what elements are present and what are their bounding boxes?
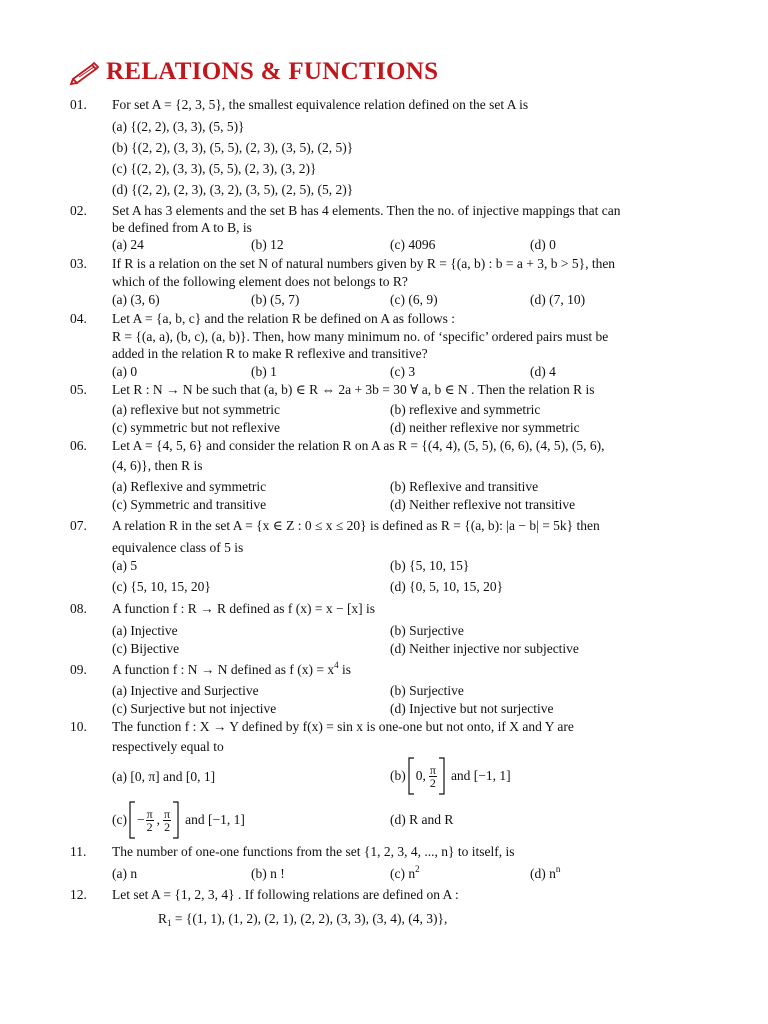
question-number: 06.	[70, 438, 87, 453]
option-b: (b) 12	[251, 237, 284, 252]
option-d: (d) R and R	[390, 812, 454, 827]
title-text: RELATIONS & FUNCTIONS	[106, 58, 439, 85]
option-c: (c) Symmetric and transitive	[112, 497, 267, 512]
question-text: Let R : N → N be such that (a, b) ∈ R ⇔ 2a + 3b = 30 ∀ a, b ∈ N . Then the relation R is	[112, 382, 595, 397]
question-number: 11.	[70, 844, 87, 859]
option-d: (d) $n^n$	[530, 864, 561, 881]
question-text: equivalence class of 5 is	[112, 540, 244, 555]
option-a: (a) Reflexive and symmetric	[112, 479, 267, 494]
question-number: 08.	[70, 601, 87, 616]
question-text: Let set A = {1, 2, 3, 4} . If following relations are defined on A :	[112, 887, 459, 902]
bracket-right	[437, 756, 447, 796]
option-d: (d) 4	[530, 364, 556, 379]
option-d: (d) (7, 10)	[530, 292, 586, 307]
question-text: For set A = {2, 3, 5}, the smallest equivalence relation defined on the set A is	[112, 97, 529, 112]
option-b: (b) Reflexive and transitive	[390, 479, 539, 494]
option-a: (a) (3, 6)	[112, 292, 160, 307]
fraction-pi-over-2: $\frac{\pi}{2}$	[164, 806, 171, 834]
option-b: (b) 1	[251, 364, 277, 379]
option-c: (c) 3	[390, 364, 416, 379]
question-number: 03.	[70, 256, 87, 271]
minus-sign: −	[136, 812, 145, 827]
option-c: (c) {5, 10, 15, 20}	[112, 579, 211, 594]
question-text: The number of one-one functions from the set {1, 2, 3, 4, ..., n} to itself, is	[112, 844, 515, 859]
option-d: (d) Neither reflexive not transitive	[390, 497, 576, 512]
question-text: respectively equal to	[112, 739, 224, 754]
option-a: (a) 0	[112, 364, 138, 379]
question-text: Let A = {a, b, c} and the relation R be defined on A as follows :	[112, 311, 456, 326]
option-d: (d) neither reflexive nor symmetric	[390, 420, 580, 435]
bracket-left	[406, 756, 416, 796]
option-a: (a) 5	[112, 558, 138, 573]
option-b: (b) {(2, 2), (3, 3), (5, 5), (2, 3), (3, 5), (2, 5)}	[112, 140, 354, 155]
question-text: The function f : X → Y defined by f(x) = sin x is one-one but not onto, if X and Y are	[112, 719, 574, 734]
option-d: (d) Neither injective nor subjective	[390, 641, 579, 656]
option-a: (a) 24	[112, 237, 144, 252]
option-a: (a) Injective and Surjective	[112, 683, 259, 698]
option-c: (c) $n^2$	[390, 864, 420, 881]
question-number: 10.	[70, 719, 87, 734]
question-text: (4, 6)}, then R is	[112, 458, 203, 473]
option-b: (b) n !	[251, 866, 285, 881]
option-c: (c) 4096	[390, 237, 436, 252]
question-number: 02.	[70, 203, 87, 218]
question-text: Let A = {4, 5, 6} and consider the relation R on A as R = {(4, 4), (5, 5), (6, 6), (4, 5), (5, 6),	[112, 438, 605, 453]
bracket-left	[127, 800, 137, 840]
question-text: A relation R in the set A = {x ∈ Z : 0 ≤ x ≤ 20} is defined as R = {(a, b): |a − b| = 5k} then	[112, 518, 600, 533]
question-number: 01.	[70, 97, 87, 112]
question-text: be defined from A to B, is	[112, 220, 252, 235]
question-number: 12.	[70, 887, 87, 902]
question-text: added in the relation R to make R reflexive and transitive?	[112, 346, 428, 361]
option-c: (c) symmetric but not reflexive	[112, 420, 280, 435]
option-a: (a) reflexive but not symmetric	[112, 402, 280, 417]
question-text: which of the following element does not belongs to R?	[112, 274, 408, 289]
option-c: (c) (6, 9)	[390, 292, 438, 307]
relation-r1: $R_1 = \{(1$, 1), (1, 2), (2, 1), (2, 2), (3, 3), (3, 4), (4, 3)},	[158, 911, 448, 928]
bracket-right	[171, 800, 181, 840]
option-d: (d) {0, 5, 10, 15, 20}	[390, 579, 504, 594]
fraction-pi-over-2: $\frac{\pi}{2}$	[429, 762, 436, 790]
option-c: (c) Bijective	[112, 641, 180, 656]
question-text: A function f : R → R defined as f (x) = x − [x] is	[112, 601, 376, 616]
option-b: (b) Surjective	[390, 683, 464, 698]
option-c: (c) Surjective but not injective	[112, 701, 277, 716]
question-text: R = {(a, a), (b, c), (a, b)}. Then, how many minimum no. of ‘specific’ ordered pairs must be	[112, 329, 609, 344]
option-a: (a) n	[112, 866, 138, 881]
question-text: If R is a relation on the set N of natural numbers given by R = {(a, b) : b = a + 3, b > 5}, then	[112, 256, 616, 271]
option-c: (c) {(2, 2), (3, 3), (5, 5), (2, 3), (3, 2)}	[112, 161, 317, 176]
option-c: (c) − $\frac{\pi}{2}$ , $\frac{\pi}{2}$ and [−1, 1]	[112, 800, 245, 840]
comma: ,	[156, 812, 161, 827]
question-number: 09.	[70, 662, 87, 677]
question-text: Set A has 3 elements and the set B has 4 elements. Then the no. of injective mappings that can	[112, 203, 621, 218]
option-b: (b) (5, 7)	[251, 292, 300, 307]
question-number: 04.	[70, 311, 87, 326]
option-a: (a) Injective	[112, 623, 178, 638]
fraction-pi-over-2: $\frac{\pi}{2}$	[146, 806, 153, 834]
question-number: 07.	[70, 518, 87, 533]
option-b: (b) 0, $\frac{\pi}{2}$ and [−1, 1]	[390, 756, 511, 796]
option-a: (a) [0, π] and [0, 1]	[112, 769, 216, 784]
option-d: (d) 0	[530, 237, 556, 252]
pencil-writing-icon	[70, 59, 102, 85]
option-d: (d) Injective but not surjective	[390, 701, 554, 716]
page-title	[70, 58, 438, 86]
option-a: (a) {(2, 2), (3, 3), (5, 5)}	[112, 119, 245, 134]
option-b: (b) reflexive and symmetric	[390, 402, 541, 417]
question-text: A function f : N → N defined as f $(x) = x^4$ is	[112, 660, 351, 677]
option-b: (b) {5, 10, 15}	[390, 558, 470, 573]
question-number: 05.	[70, 382, 87, 397]
option-b: (b) Surjective	[390, 623, 464, 638]
option-d: (d) {(2, 2), (2, 3), (3, 2), (3, 5), (2, 5), (5, 2)}	[112, 182, 354, 197]
